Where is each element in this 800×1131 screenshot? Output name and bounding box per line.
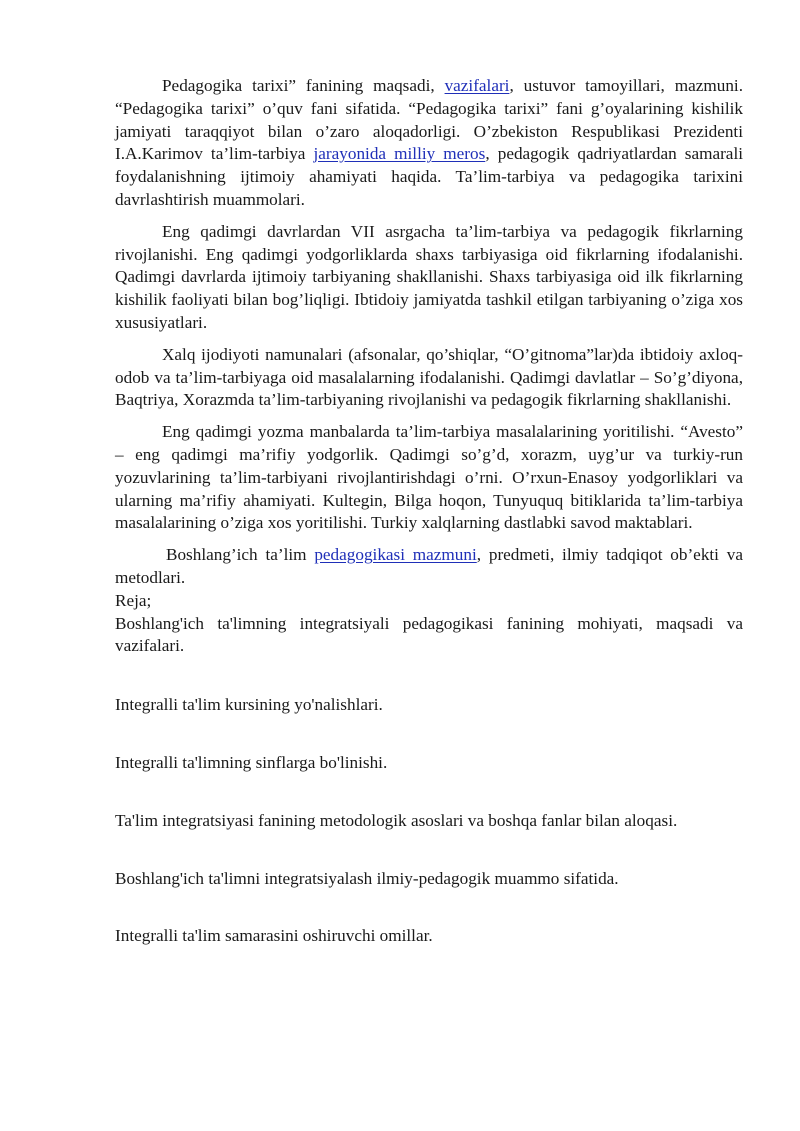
plan-item: Boshlang'ich ta'limni integratsiyalash ilmiy-pedagogik muammo sifatida. [115, 868, 619, 888]
paragraph-xalq-ijodiyoti [115, 344, 743, 412]
paragraph-text: , pedagogik qadriyatlardan samarali foydalanishning ijtimoiy ahamiyati haqida. Ta’lim-tarbiya va pedagogika tarixini davrlashtirish muammolari. [115, 144, 743, 209]
paragraph-pedagogika-tarixi [115, 75, 743, 212]
paragraph-text: , predmeti, ilmiy tadqiqot ob’ekti va metodlari. [115, 545, 743, 587]
paragraph-eng-qadimgi-davrlar [115, 221, 743, 335]
paragraph-text: Boshlang’ich ta’lim [166, 545, 315, 565]
document-page [115, 75, 743, 948]
link-vazifalari[interactable]: vazifalari [444, 76, 510, 95]
plan-item: Ta'lim integratsiyasi fanining metodologik asoslari va boshqa fanlar bilan aloqasi. [115, 810, 678, 830]
reja-label: Reja; [115, 590, 152, 610]
paragraph-text: , ustuvor tamoyillari, mazmuni. “Pedagogika tarixi” o’quv fani sifatida. “Pedagogika tarixi” fani g’oyalarining kishilik jamiyati taraqqiyot bilan o’zaro aloqadorligi. O’zbekiston Respublikasi Prezidenti I.A.Karimov ta’lim-tarbiya [115, 76, 743, 164]
link-jarayonida-milliy-meros[interactable]: jarayonida milliy meros [313, 144, 486, 164]
paragraph-text: Eng qadimgi davrlardan VII asrgacha ta’lim-tarbiya va pedagogik fikrlarning rivojlanishi. Eng qadimgi yodgorliklarda shaxs tarbiyasiga oid fikrlarning ifodalanishi. Qadimgi davrlarda ijtimoiy tarbiyaning shakllanishi. Shaxs tarbiyasiga oid ilk fikrlarning kishilik faoliyati bilan bog’liqligi. Ibtidoiy jamiyatda tashkil etilgan tarbiyaning o’ziga xos xususiyatlari. [115, 221, 743, 332]
paragraph-text: Xalq ijodiyoti namunalari (afsonalar, qo’shiqlar, “O’gitnoma”lar)da ibtidoiy axloq-odob va ta’lim-tarbiyaga oid masalalarning ifodalanishi. Qadimgi davlatlar – So’g’diyona, Baqtriya, Xorazmda ta’lim-tarbiyaning rivojlanishi va pedagogik fikrlarning shakllanishi. [115, 344, 743, 410]
reja-intro: Boshlang'ich ta'limning integratsiyali pedagogikasi fanining mohiyati, maqsadi va vazifalari. [115, 613, 743, 656]
plan-item: Integralli ta'lim kursining yo'nalishlari. [115, 695, 383, 715]
plan-item: Integralli ta'lim samarasini oshiruvchi omillar. [115, 926, 433, 946]
paragraph-text: Pedagogika tarixi” fanining maqsadi, [162, 76, 445, 95]
plan-item: Integralli ta'limning sinflarga bo'linishi. [115, 752, 388, 772]
paragraph-boshlangich-talim [115, 544, 743, 590]
paragraph-text: Eng qadimgi yozma manbalarda ta’lim-tarbiya masalalarining yoritilishi. “Avesto” – eng qadimgi ma’rifiy yodgorlik. Qadimgi so’g’d, xorazm, uyg’ur va turkiy-run yozuvlarining ta’lim-tarbiyani rivojlantirishdagi o’rni. O’rxun-Enasoy yodgorliklari va ularning ma’rifiy ahamiyati. Kultegin, Bilga hoqon, Tunyuquq bitiklarida ta’lim-tarbiya masalalarining o’ziga xos yoritilishi. Turkiy xalqlarning dastlabki savod maktablari. [115, 422, 743, 533]
paragraph-yozma-manbalar [115, 421, 743, 535]
link-pedagogikasi-mazmuni[interactable]: pedagogikasi mazmuni [314, 545, 477, 565]
